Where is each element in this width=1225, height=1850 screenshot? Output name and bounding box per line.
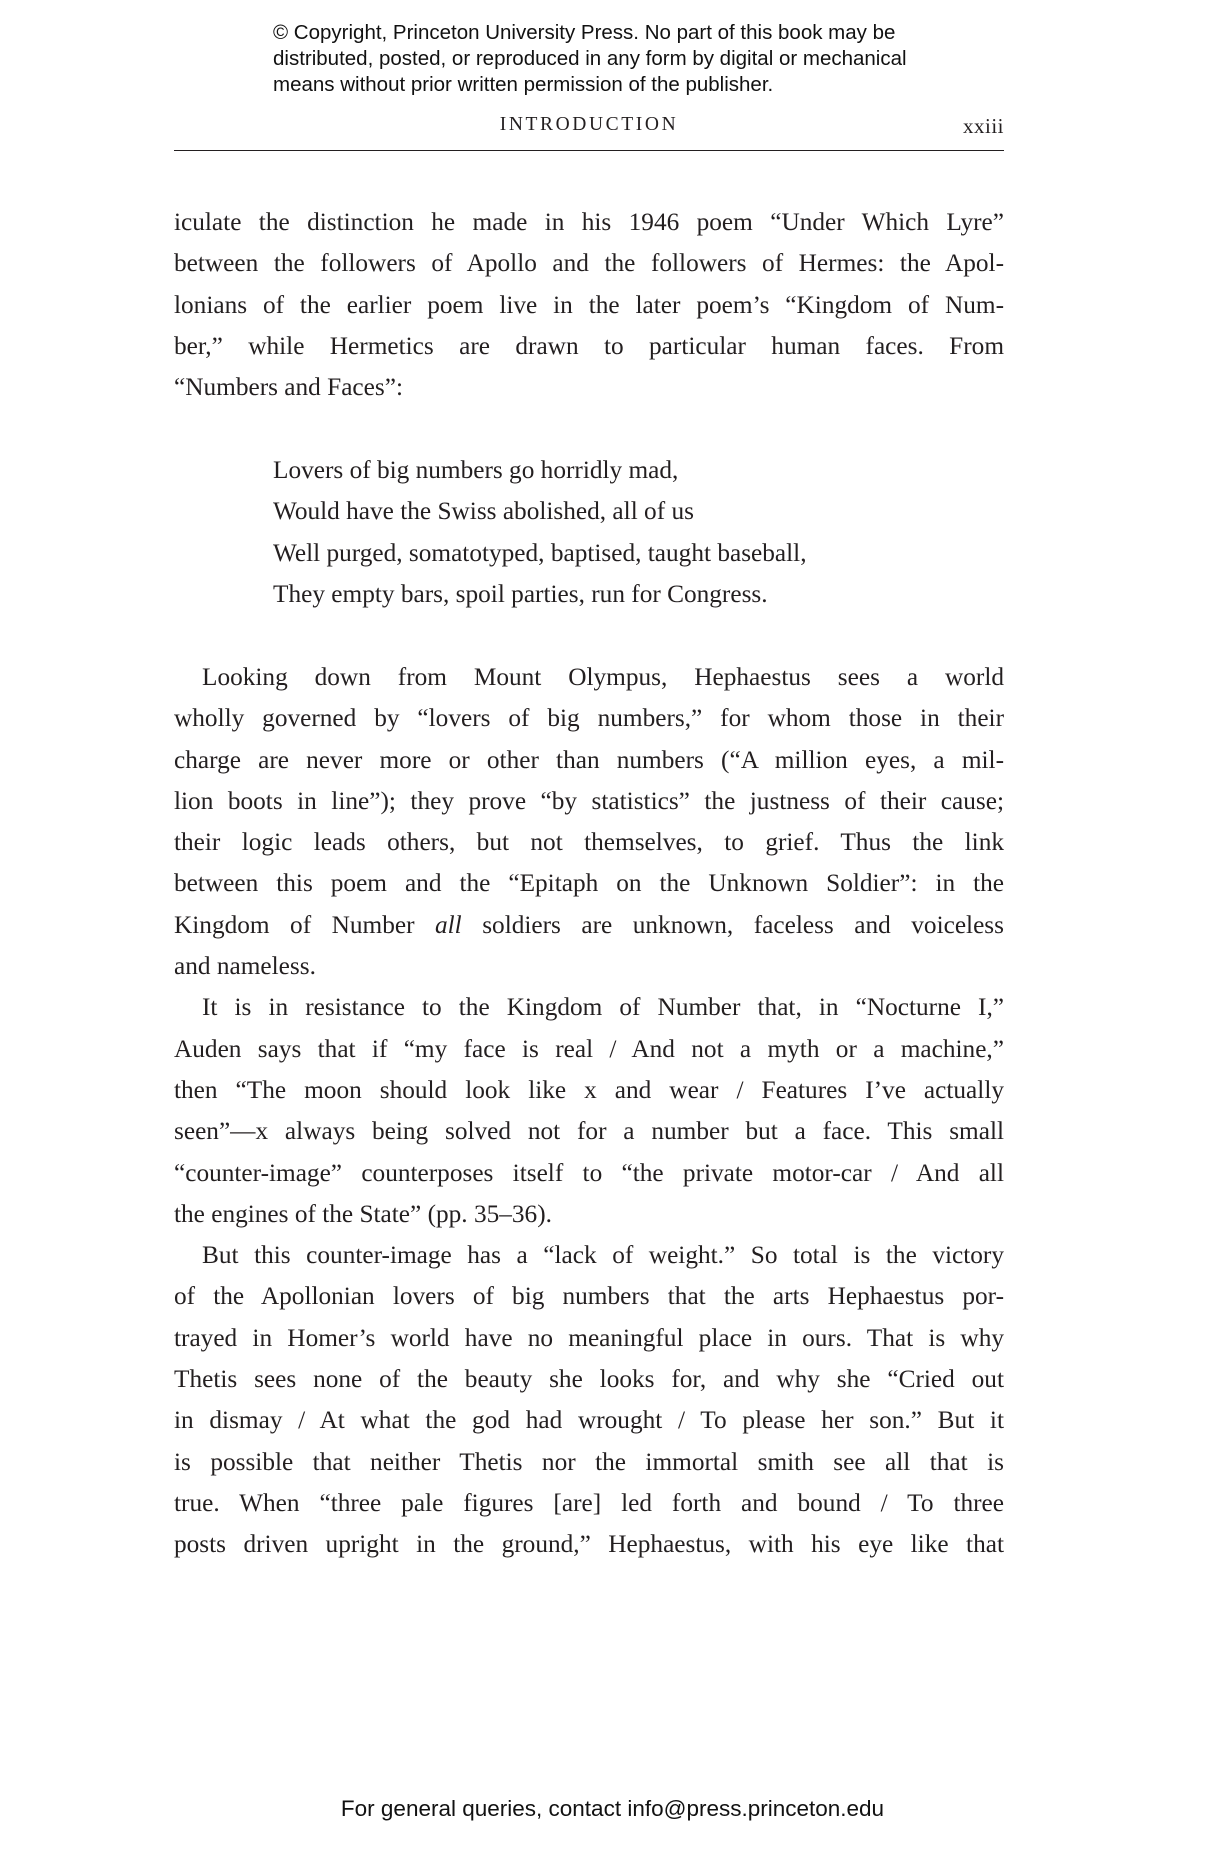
verse-line: Would have the Swiss abolished, all of us (273, 497, 694, 526)
running-title: INTRODUCTION (499, 114, 679, 135)
text-line: between this poem and the “Epitaph on the Unknown Soldier”: in the (174, 869, 1004, 898)
verse-line: They empty bars, spoil parties, run for Congress. (273, 579, 768, 608)
text-line: of the Apollonian lovers of big numbers that the arts Hephaestus por- (174, 1282, 1004, 1311)
text-line: “Numbers and Faces”: (174, 373, 403, 402)
text-line: lonians of the earlier poem live in the later poem’s “Kingdom of Num- (174, 290, 1004, 319)
text-line: Auden says that if “my face is real / And not a myth or a machine,” (174, 1034, 1004, 1063)
footer-contact: For general queries, contact info@press.princeton.edu (340, 1796, 885, 1821)
italic-word: all (435, 910, 462, 939)
verse-line: Well purged, somatotyped, baptised, taught baseball, (273, 538, 807, 567)
text-line: charge are never more or other than numbers (“A million eyes, a mil- (174, 745, 1004, 774)
text-line: iculate the distinction he made in his 1946 poem “Under Which Lyre” (174, 208, 1004, 236)
text-line: is possible that neither Thetis nor the immortal smith see all that is (174, 1447, 1004, 1476)
copyright-notice (273, 20, 1013, 98)
text-line: lion boots in line”); they prove “by statistics” the justness of their cause; (174, 786, 1004, 815)
verse-line: Lovers of big numbers go horridly mad, (273, 456, 679, 484)
text-line: and nameless. (174, 952, 316, 981)
text-line: “counter-image” counterposes itself to “the private motor-car / And all (174, 1158, 1004, 1187)
text-segment: Kingdom of Number (174, 910, 435, 939)
text-line: Looking down from Mount Olympus, Hephaestus sees a world (202, 663, 1004, 691)
text-line: then “The moon should look like x and wear / Features I’ve actually (174, 1075, 1004, 1104)
text-line: seen”—x always being solved not for a number but a face. This small (174, 1117, 1004, 1146)
text-line (174, 905, 1004, 946)
text-segment: soldiers are unknown, faceless and voiceless (461, 910, 1004, 939)
text-line: true. When “three pale figures [are] led forth and bound / To three (174, 1488, 1004, 1517)
text-line: the engines of the State” (pp. 35–36). (174, 1199, 552, 1228)
text-line: It is in resistance to the Kingdom of Number that, in “Nocturne I,” (202, 993, 1004, 1022)
verse-quotation (273, 450, 807, 615)
text-line: their logic leads others, but not themselves, to grief. Thus the link (174, 828, 1004, 857)
copyright-line: © Copyright, Princeton University Press. No part of this book may be (273, 21, 896, 44)
main-text (174, 657, 1004, 1566)
paragraph-1 (174, 202, 1004, 408)
text-line: between the followers of Apollo and the followers of Hermes: the Apol- (174, 249, 1004, 278)
text-line: ber,” while Hermetics are drawn to particular human faces. From (174, 331, 1004, 360)
text-line: wholly governed by “lovers of big numbers,” for whom those in their (174, 704, 1004, 733)
text-line: But this counter-image has a “lack of weight.” So total is the victory (202, 1241, 1004, 1270)
copyright-line: means without prior written permission of the publisher. (273, 73, 774, 96)
text-line: Thetis sees none of the beauty she looks for, and why she “Cried out (174, 1365, 1004, 1394)
copyright-line: distributed, posted, or reproduced in any form by digital or mechanical (273, 47, 907, 70)
running-head (174, 110, 1004, 151)
page-number: xxiii (962, 114, 1004, 138)
text-line: in dismay / At what the god had wrought / To please her son.” But it (174, 1406, 1004, 1435)
text-line: trayed in Homer’s world have no meaningful place in ours. That is why (174, 1323, 1004, 1352)
text-line: posts driven upright in the ground,” Hephaestus, with his eye like that (174, 1530, 1004, 1559)
